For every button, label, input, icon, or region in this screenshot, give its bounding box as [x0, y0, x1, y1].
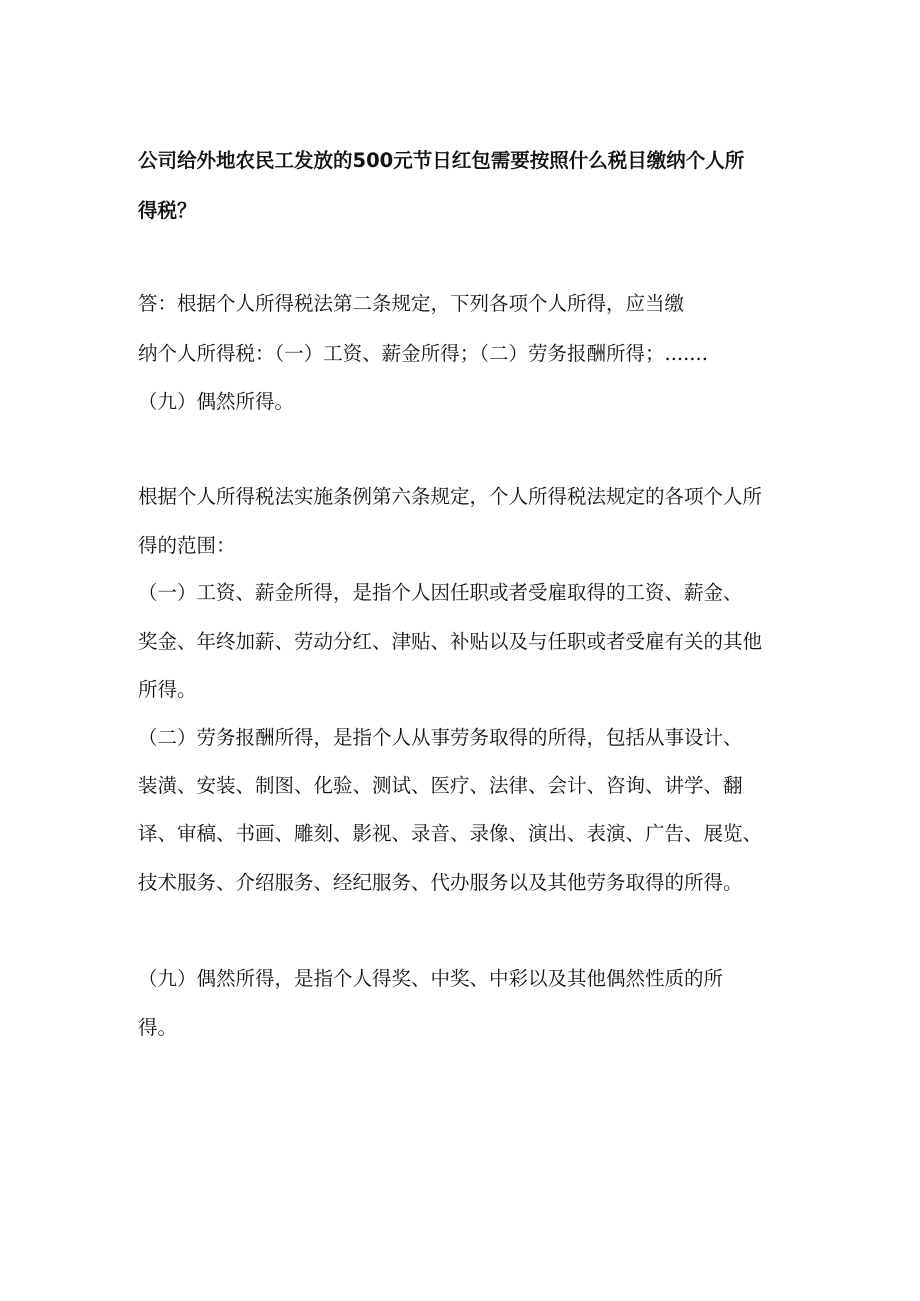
answer-line-3: （九）偶然所得。	[138, 390, 295, 413]
regulation-line-8: 译、审稿、书画、雕刻、影视、录音、录像、演出、表演、广告、展览、	[138, 822, 763, 845]
regulation-line-9: 技术服务、介绍服务、经纪服务、代办服务以及其他劳务取得的所得。	[138, 871, 743, 894]
occasional-income-line-1: （九）偶然所得，是指个人得奖、中奖、中彩以及其他偶然性质的所	[138, 967, 724, 990]
regulation-line-6: （二）劳务报酬所得，是指个人从事劳务取得的所得，包括从事设计、	[138, 726, 743, 749]
regulation-line-3: （一）工资、薪金所得，是指个人因任职或者受雇取得的工资、薪金、	[138, 581, 743, 604]
regulation-line-4: 奖金、年终加薪、劳动分红、津贴、补贴以及与任职或者受雇有关的其他	[138, 630, 763, 653]
answer-line-2: 纳个人所得税：（一）工资、薪金所得；（二）劳务报酬所得；.......	[138, 342, 708, 365]
regulation-line-1: 根据个人所得税法实施条例第六条规定，个人所得税法规定的各项个人所	[138, 485, 763, 508]
occasional-income-line-2: 得。	[138, 1016, 178, 1039]
answer-line-1: 答：根据个人所得税法第二条规定，下列各项个人所得，应当缴	[138, 292, 685, 315]
regulation-line-7: 装潢、安装、制图、化验、测试、医疗、法律、会计、咨询、讲学、翻	[138, 774, 743, 797]
question-title-line-1: 公司给外地农民工发放的500元节日红包需要按照什么税目缴纳个人所	[138, 149, 745, 172]
question-title-line-2: 得税？	[138, 199, 197, 222]
regulation-line-2: 得的范围：	[138, 534, 236, 557]
regulation-line-5: 所得。	[138, 678, 197, 701]
